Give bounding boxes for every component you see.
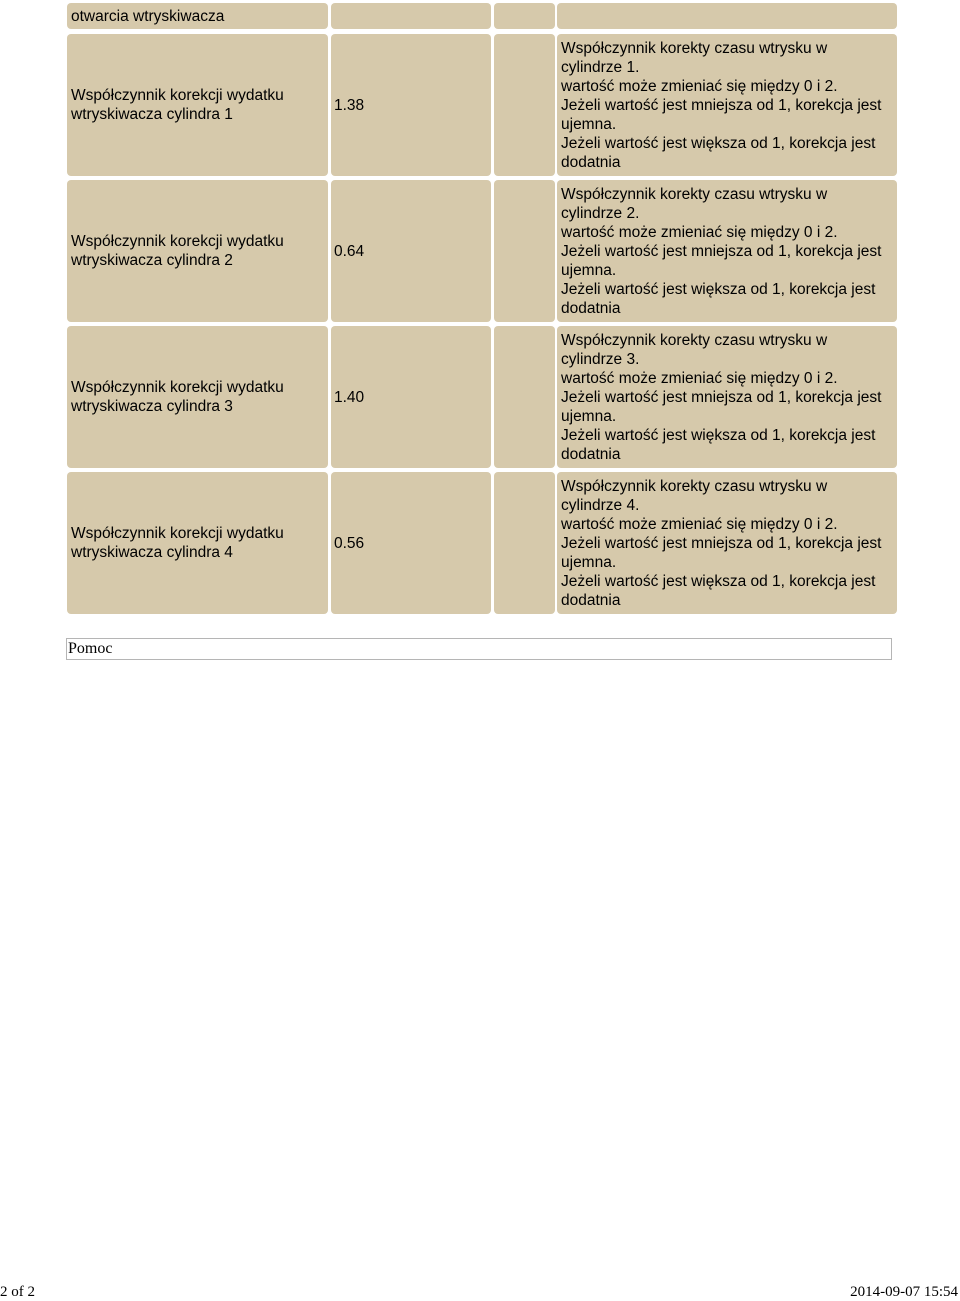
table-row-4-extra-cell	[494, 472, 555, 614]
table-row-2-label-cell	[67, 180, 328, 322]
param-label-cell	[67, 3, 328, 29]
param-label: otwarcia wtryskiwacza	[71, 7, 225, 25]
table-row-1-description-cell	[557, 34, 897, 176]
param-value: 1.38	[334, 96, 365, 114]
print-timestamp: 2014-09-07 15:54	[850, 1284, 958, 1300]
param-description: Współczynnik korekty czasu wtrysku w cylindrze 2. wartość może zmieniać się między 0 i 2. Jeżeli wartość jest mniejsza od 1, korekcja jest ujemna. Jeżeli wartość jest większa od 1, korekcja jest dodatnia	[561, 185, 882, 317]
param-description: Współczynnik korekty czasu wtrysku w cylindrze 4. wartość może zmieniać się między 0 i 2. Jeżeli wartość jest mniejsza od 1, korekcja jest ujemna. Jeżeli wartość jest większa od 1, korekcja jest dodatnia	[561, 477, 882, 609]
table-row-1-value-cell[interactable]	[331, 34, 491, 176]
param-label: Współczynnik korekcji wydatku wtryskiwacza cylindra 4	[71, 525, 284, 561]
table-row-3-extra-cell	[494, 326, 555, 468]
param-description: Współczynnik korekty czasu wtrysku w cylindrze 3. wartość może zmieniać się między 0 i 2. Jeżeli wartość jest mniejsza od 1, korekcja jest ujemna. Jeżeli wartość jest większa od 1, korekcja jest dodatnia	[561, 331, 882, 463]
param-value: 0.56	[334, 534, 365, 552]
param-label: Współczynnik korekcji wydatku wtryskiwacza cylindra 3	[71, 379, 284, 415]
table-row-2-description-cell	[557, 180, 897, 322]
param-extra-cell	[494, 3, 555, 29]
table-row-4-value-cell[interactable]	[331, 472, 491, 614]
page-number: 2 of 2	[0, 1284, 35, 1300]
table-row-3-label-cell	[67, 326, 328, 468]
param-label: Współczynnik korekcji wydatku wtryskiwacza cylindra 1	[71, 87, 284, 123]
table-row-2-value-cell[interactable]	[331, 180, 491, 322]
table-row-1-extra-cell	[494, 34, 555, 176]
table-row-3-value-cell[interactable]	[331, 326, 491, 468]
table-row-1-label-cell	[67, 34, 328, 176]
param-label: Współczynnik korekcji wydatku wtryskiwacza cylindra 2	[71, 233, 284, 269]
table-row-4-label-cell	[67, 472, 328, 614]
param-value-cell	[331, 3, 491, 29]
help-box[interactable]	[66, 638, 892, 660]
table-row-3-description-cell	[557, 326, 897, 468]
param-value: 0.64	[334, 242, 365, 260]
param-description: Współczynnik korekty czasu wtrysku w cylindrze 1. wartość może zmieniać się między 0 i 2. Jeżeli wartość jest mniejsza od 1, korekcja jest ujemna. Jeżeli wartość jest większa od 1, korekcja jest dodatnia	[561, 39, 882, 171]
table-row-4-description-cell	[557, 472, 897, 614]
help-label: Pomoc	[68, 640, 113, 657]
param-value: 1.40	[334, 388, 365, 406]
table-row-2-extra-cell	[494, 180, 555, 322]
param-description-cell	[557, 3, 897, 29]
